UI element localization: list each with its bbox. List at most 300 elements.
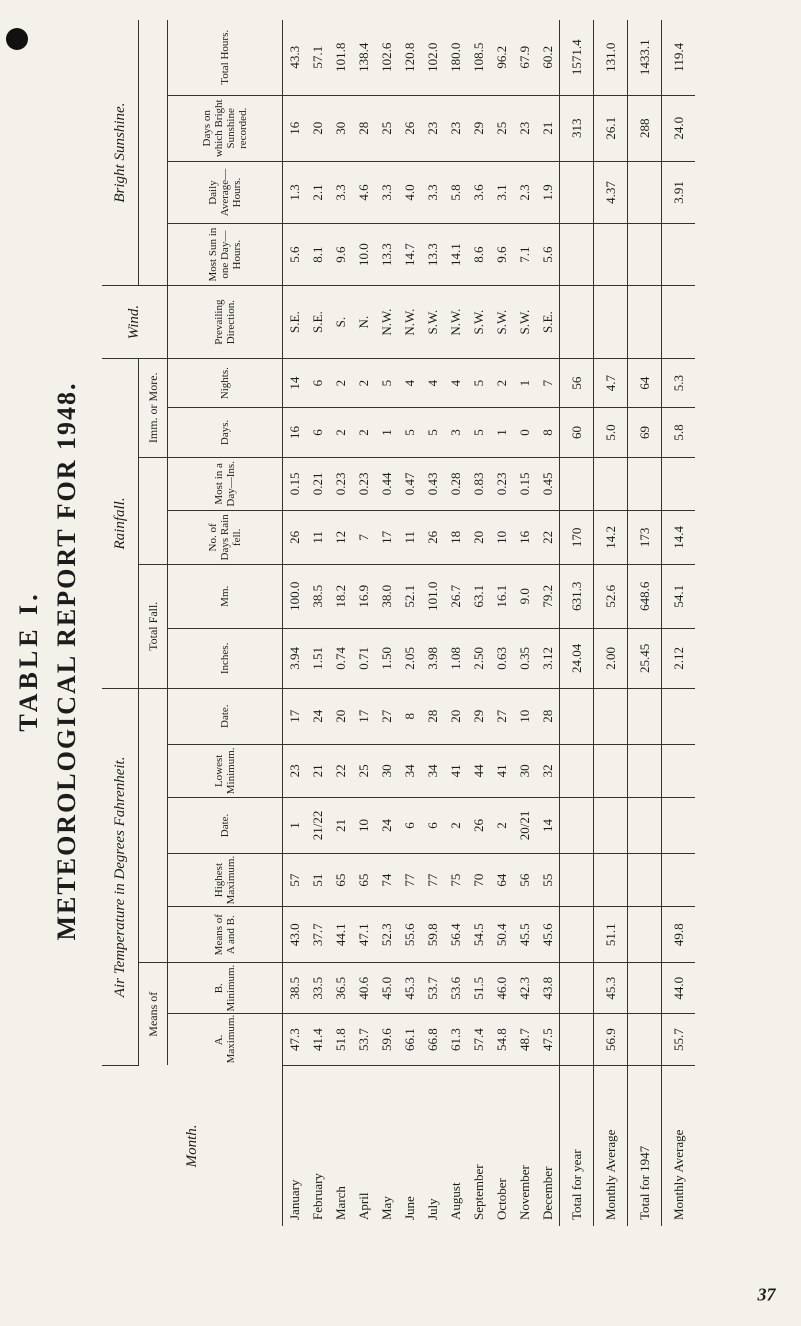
cell-d1: 1 (375, 408, 398, 457)
cell-a: 54.8 (490, 1014, 513, 1065)
total-fall-subheader: Total Fall. (139, 564, 168, 688)
cell-most: 0.44 (375, 457, 398, 511)
summary-a: 55.7 (662, 1014, 696, 1065)
month-header: Month. (102, 1065, 283, 1226)
cell-wind: S.W. (467, 286, 490, 359)
cell-most: 0.83 (467, 457, 490, 511)
cell-most_sun: 14.7 (398, 224, 421, 286)
cell-wind: S.W. (421, 286, 444, 359)
summary-most_sun (594, 224, 628, 286)
cell-ab: 45.6 (536, 907, 560, 963)
col-most-sun: Most Sun in one Day—Hours. (168, 224, 283, 286)
cell-hmax: 70 (467, 853, 490, 907)
summary-n1: 5.3 (662, 359, 696, 408)
cell-b: 51.5 (467, 963, 490, 1014)
empty-cell (628, 853, 662, 907)
summary-most (662, 457, 696, 511)
summary-most_sun (662, 224, 696, 286)
cell-avg: 4.6 (352, 161, 375, 223)
summary-month: Total for year (560, 1065, 594, 1226)
cell-most_sun: 8.1 (306, 224, 329, 286)
cell-d1: 1 (490, 408, 513, 457)
col-most-in-day: Most in a Day—Ins. (168, 457, 283, 511)
summary-days_sun: 313 (560, 95, 594, 161)
cell-ins: 0.63 (490, 628, 513, 688)
cell-dmax: 10 (352, 798, 375, 854)
cell-month: November (516, 1165, 532, 1220)
cell-dlmin: 28 (421, 688, 444, 744)
cell-ab: 54.5 (467, 907, 490, 963)
cell-most_sun: 8.6 (467, 224, 490, 286)
cell-dmax: 1 (283, 798, 307, 854)
cell-most: 0.15 (513, 457, 536, 511)
col-mean-ab: Means of A and B. (168, 907, 283, 963)
summary-most (628, 457, 662, 511)
cell-b: 45.0 (375, 963, 398, 1014)
cell-d1: 5 (467, 408, 490, 457)
summary-days_sun: 288 (628, 95, 662, 161)
cell-wind: N.W. (375, 286, 398, 359)
empty-cell (662, 853, 696, 907)
cell-hmax: 65 (329, 853, 352, 907)
cell-most: 0.45 (536, 457, 560, 511)
summary-d1: 5.0 (594, 408, 628, 457)
col-date-max: Date. (168, 798, 283, 854)
summary-row (628, 20, 662, 1226)
cell-ins: 3.98 (421, 628, 444, 688)
cell-a: 66.8 (421, 1014, 444, 1065)
cell-most: 0.23 (329, 457, 352, 511)
cell-most_sun: 7.1 (513, 224, 536, 286)
cell-avg: 3.3 (329, 161, 352, 223)
cell-dlmin: 10 (513, 688, 536, 744)
cell-lmin: 41 (444, 744, 467, 798)
empty-cell (662, 744, 696, 798)
cell-most: 0.47 (398, 457, 421, 511)
cell-month: March (332, 1186, 348, 1220)
cell-days_sun: 23 (513, 95, 536, 161)
cell-avg: 5.8 (444, 161, 467, 223)
cell-mm: 18.2 (329, 564, 352, 628)
cell-hours: 120.8 (398, 20, 421, 95)
cell-ab: 59.8 (421, 907, 444, 963)
cell-mm: 79.2 (536, 564, 560, 628)
summary-days_sun: 26.1 (594, 95, 628, 161)
cell-b: 40.6 (352, 963, 375, 1014)
cell-dlmin: 17 (283, 688, 307, 744)
cell-mm: 9.0 (513, 564, 536, 628)
cell-most: 0.28 (444, 457, 467, 511)
empty-cell (662, 688, 696, 744)
summary-hours: 119.4 (662, 20, 696, 95)
cell-n1: 5 (467, 359, 490, 408)
summary-mm: 631.3 (560, 564, 594, 628)
cell-month: September (470, 1164, 486, 1220)
cell-dlmin: 20 (444, 688, 467, 744)
cell-mm: 100.0 (283, 564, 307, 628)
cell-hours: 101.8 (329, 20, 352, 95)
summary-most (594, 457, 628, 511)
cell-dlmin: 20 (329, 688, 352, 744)
summary-a (628, 1014, 662, 1065)
cell-n1: 2 (329, 359, 352, 408)
cell-mm: 52.1 (398, 564, 421, 628)
summary-b (560, 963, 594, 1014)
empty-cell (560, 798, 594, 854)
cell-month: January (286, 1179, 302, 1220)
air-spacer (139, 688, 168, 962)
cell-days: 18 (444, 511, 467, 565)
cell-dlmin: 28 (536, 688, 560, 744)
cell-n1: 2 (490, 359, 513, 408)
cell-a: 41.4 (306, 1014, 329, 1065)
cell-ins: 3.94 (283, 628, 307, 688)
empty-cell (594, 744, 628, 798)
col-a-max: A. Maximum. (168, 1014, 283, 1065)
cell-days_sun: 30 (329, 95, 352, 161)
cell-dlmin: 27 (490, 688, 513, 744)
cell-a: 51.8 (329, 1014, 352, 1065)
summary-month: Total for 1947 (628, 1065, 662, 1226)
cell-hours: 108.5 (467, 20, 490, 95)
summary-a (560, 1014, 594, 1065)
cell-ab: 37.7 (306, 907, 329, 963)
cell-n1: 2 (352, 359, 375, 408)
summary-hours: 1571.4 (560, 20, 594, 95)
col-lowest-min: Lowest Minimum. (168, 744, 283, 798)
cell-ins: 1.51 (306, 628, 329, 688)
cell-hmax: 56 (513, 853, 536, 907)
cell-dlmin: 29 (467, 688, 490, 744)
cell-d1: 2 (329, 408, 352, 457)
empty-cell (594, 798, 628, 854)
col-inches: Inches. (168, 628, 283, 688)
cell-most_sun: 5.6 (536, 224, 560, 286)
summary-days: 173 (628, 511, 662, 565)
summary-d1: 5.8 (662, 408, 696, 457)
cell-ins: 0.74 (329, 628, 352, 688)
cell-b: 33.5 (306, 963, 329, 1014)
cell-days: 20 (467, 511, 490, 565)
summary-b: 44.0 (662, 963, 696, 1014)
cell-mm: 38.5 (306, 564, 329, 628)
cell-a: 48.7 (513, 1014, 536, 1065)
cell-hours: 102.0 (421, 20, 444, 95)
summary-n1: 56 (560, 359, 594, 408)
cell-mm: 101.0 (421, 564, 444, 628)
summary-most_sun (628, 224, 662, 286)
cell-ab: 43.0 (283, 907, 307, 963)
cell-ab: 56.4 (444, 907, 467, 963)
cell-mm: 16.1 (490, 564, 513, 628)
empty-cell (662, 286, 696, 359)
cell-d1: 5 (398, 408, 421, 457)
cell-month: July (424, 1198, 440, 1220)
cell-most: 0.23 (490, 457, 513, 511)
cell-avg: 4.0 (398, 161, 421, 223)
cell-hmax: 51 (306, 853, 329, 907)
empty-cell (628, 744, 662, 798)
cell-ab: 45.5 (513, 907, 536, 963)
empty-cell (628, 688, 662, 744)
cell-a: 61.3 (444, 1014, 467, 1065)
summary-ins: 2.00 (594, 628, 628, 688)
cell-a: 57.4 (467, 1014, 490, 1065)
table-row (467, 20, 490, 1226)
empty-cell (560, 744, 594, 798)
cell-n1: 14 (283, 359, 307, 408)
cell-hmax: 77 (398, 853, 421, 907)
cell-b: 53.6 (444, 963, 467, 1014)
cell-dmax: 24 (375, 798, 398, 854)
cell-days_sun: 25 (490, 95, 513, 161)
summary-most (560, 457, 594, 511)
table-row (375, 20, 398, 1226)
cell-ins: 1.50 (375, 628, 398, 688)
cell-avg: 3.6 (467, 161, 490, 223)
summary-d1: 60 (560, 408, 594, 457)
table-row (490, 20, 513, 1226)
cell-ins: 0.71 (352, 628, 375, 688)
col-mm: Mm. (168, 564, 283, 628)
summary-ins: 2.12 (662, 628, 696, 688)
cell-b: 43.8 (536, 963, 560, 1014)
table-row (513, 20, 536, 1226)
summary-ab: 49.8 (662, 907, 696, 963)
cell-hmax: 77 (421, 853, 444, 907)
summary-a: 56.9 (594, 1014, 628, 1065)
cell-hours: 57.1 (306, 20, 329, 95)
cell-days: 16 (513, 511, 536, 565)
cell-month: October (493, 1178, 509, 1220)
summary-d1: 69 (628, 408, 662, 457)
cell-most_sun: 13.3 (375, 224, 398, 286)
summary-mm: 54.1 (662, 564, 696, 628)
col-nights: Nights. (168, 359, 283, 408)
summary-row (594, 20, 628, 1226)
cell-days_sun: 16 (283, 95, 307, 161)
cell-days: 11 (306, 511, 329, 565)
cell-days_sun: 26 (398, 95, 421, 161)
cell-n1: 7 (536, 359, 560, 408)
cell-avg: 2.1 (306, 161, 329, 223)
col-prevailing: Prevailing Direction. (168, 286, 283, 359)
summary-month: Monthly Average (662, 1065, 696, 1226)
cell-dmax: 21 (329, 798, 352, 854)
empty-cell (560, 853, 594, 907)
cell-avg: 1.9 (536, 161, 560, 223)
cell-month: May (378, 1196, 394, 1220)
cell-wind: S.W. (490, 286, 513, 359)
cell-b: 45.3 (398, 963, 421, 1014)
cell-days: 12 (329, 511, 352, 565)
cell-d1: 8 (536, 408, 560, 457)
cell-dmax: 6 (398, 798, 421, 854)
cell-dmax: 6 (421, 798, 444, 854)
table-body (283, 20, 696, 1226)
summary-n1: 64 (628, 359, 662, 408)
cell-d1: 2 (352, 408, 375, 457)
cell-most_sun: 13.3 (421, 224, 444, 286)
cell-ab: 52.3 (375, 907, 398, 963)
cell-days_sun: 21 (536, 95, 560, 161)
cell-days: 7 (352, 511, 375, 565)
cell-hours: 67.9 (513, 20, 536, 95)
cell-days: 26 (421, 511, 444, 565)
cell-ins: 3.12 (536, 628, 560, 688)
cell-ins: 2.50 (467, 628, 490, 688)
cell-most_sun: 5.6 (283, 224, 307, 286)
cell-lmin: 22 (329, 744, 352, 798)
table-row (329, 20, 352, 1226)
cell-ab: 55.6 (398, 907, 421, 963)
empty-cell (628, 798, 662, 854)
cell-days: 22 (536, 511, 560, 565)
cell-ab: 47.1 (352, 907, 375, 963)
empty-cell (560, 688, 594, 744)
cell-lmin: 41 (490, 744, 513, 798)
cell-dlmin: 24 (306, 688, 329, 744)
cell-mm: 16.9 (352, 564, 375, 628)
summary-mm: 52.6 (594, 564, 628, 628)
cell-n1: 6 (306, 359, 329, 408)
cell-wind: S.E. (306, 286, 329, 359)
cell-a: 59.6 (375, 1014, 398, 1065)
summary-ab (628, 907, 662, 963)
cell-avg: 3.3 (375, 161, 398, 223)
cell-month: December (539, 1166, 555, 1220)
cell-ins: 1.08 (444, 628, 467, 688)
cell-most: 0.23 (352, 457, 375, 511)
cell-ab: 50.4 (490, 907, 513, 963)
cell-lmin: 21 (306, 744, 329, 798)
empty-cell (594, 853, 628, 907)
cell-most_sun: 10.0 (352, 224, 375, 286)
summary-ab (560, 907, 594, 963)
summary-b: 45.3 (594, 963, 628, 1014)
cell-n1: 4 (398, 359, 421, 408)
cell-hmax: 57 (283, 853, 307, 907)
empty-cell (662, 798, 696, 854)
report-title: METEOROLOGICAL REPORT FOR 1948. (52, 381, 81, 941)
cell-lmin: 25 (352, 744, 375, 798)
table-row (398, 20, 421, 1226)
cell-n1: 4 (444, 359, 467, 408)
col-days: Days. (168, 408, 283, 457)
cell-hours: 102.6 (375, 20, 398, 95)
cell-month: February (309, 1173, 325, 1220)
cell-days: 26 (283, 511, 307, 565)
cell-hours: 138.4 (352, 20, 375, 95)
summary-avg (560, 161, 594, 223)
cell-days: 11 (398, 511, 421, 565)
empty-cell (560, 286, 594, 359)
cell-avg: 1.3 (283, 161, 307, 223)
cell-avg: 2.3 (513, 161, 536, 223)
cell-ins: 2.05 (398, 628, 421, 688)
cell-wind: N. (352, 286, 375, 359)
cell-n1: 5 (375, 359, 398, 408)
cell-hours: 96.2 (490, 20, 513, 95)
cell-a: 47.5 (536, 1014, 560, 1065)
rainfall-group: Rainfall. (102, 359, 139, 689)
cell-avg: 3.3 (421, 161, 444, 223)
cell-days_sun: 23 (421, 95, 444, 161)
cell-most_sun: 9.6 (329, 224, 352, 286)
cell-d1: 3 (444, 408, 467, 457)
summary-row (560, 20, 594, 1226)
cell-hours: 43.3 (283, 20, 307, 95)
cell-lmin: 44 (467, 744, 490, 798)
cell-b: 38.5 (283, 963, 307, 1014)
cell-hours: 60.2 (536, 20, 560, 95)
summary-ab: 51.1 (594, 907, 628, 963)
meteorological-table (102, 20, 695, 1226)
cell-wind: S.W. (513, 286, 536, 359)
cell-mm: 38.0 (375, 564, 398, 628)
col-total-hours: Total Hours. (168, 20, 283, 95)
cell-a: 47.3 (283, 1014, 307, 1065)
cell-days_sun: 28 (352, 95, 375, 161)
page-number: 37 (757, 1284, 776, 1305)
cell-most: 0.43 (421, 457, 444, 511)
cell-most_sun: 14.1 (444, 224, 467, 286)
cell-most: 0.21 (306, 457, 329, 511)
cell-b: 46.0 (490, 963, 513, 1014)
table-row (352, 20, 375, 1226)
rain-spacer (139, 457, 168, 564)
summary-mm: 648.6 (628, 564, 662, 628)
cell-wind: N.W. (398, 286, 421, 359)
table-row (283, 20, 307, 1226)
cell-n1: 4 (421, 359, 444, 408)
cell-most_sun: 9.6 (490, 224, 513, 286)
col-rain-days: No. of Days Rain fell. (168, 511, 283, 565)
summary-avg (628, 161, 662, 223)
cell-mm: 26.7 (444, 564, 467, 628)
cell-n1: 1 (513, 359, 536, 408)
cell-days_sun: 29 (467, 95, 490, 161)
cell-d1: 5 (421, 408, 444, 457)
summary-b (628, 963, 662, 1014)
table-row (421, 20, 444, 1226)
cell-b: 42.3 (513, 963, 536, 1014)
cell-d1: 6 (306, 408, 329, 457)
summary-month: Monthly Average (594, 1065, 628, 1226)
cell-lmin: 34 (398, 744, 421, 798)
cell-hmax: 75 (444, 853, 467, 907)
cell-dmax: 21/22 (306, 798, 329, 854)
air-temp-group: Air Temperature in Degrees Fahrenheit. (102, 688, 139, 1065)
cell-month: August (447, 1182, 463, 1220)
summary-most_sun (560, 224, 594, 286)
cell-dlmin: 17 (352, 688, 375, 744)
cell-hmax: 64 (490, 853, 513, 907)
summary-ins: 25.45 (628, 628, 662, 688)
means-of-subheader: Means of (139, 963, 168, 1066)
cell-month: April (355, 1192, 371, 1220)
cell-days_sun: 20 (306, 95, 329, 161)
cell-hmax: 74 (375, 853, 398, 907)
summary-n1: 4.7 (594, 359, 628, 408)
sun-spacer (139, 20, 168, 286)
cell-ab: 44.1 (329, 907, 352, 963)
cell-dlmin: 8 (398, 688, 421, 744)
cell-b: 36.5 (329, 963, 352, 1014)
summary-avg: 4.37 (594, 161, 628, 223)
cell-days_sun: 23 (444, 95, 467, 161)
cell-b: 53.7 (421, 963, 444, 1014)
